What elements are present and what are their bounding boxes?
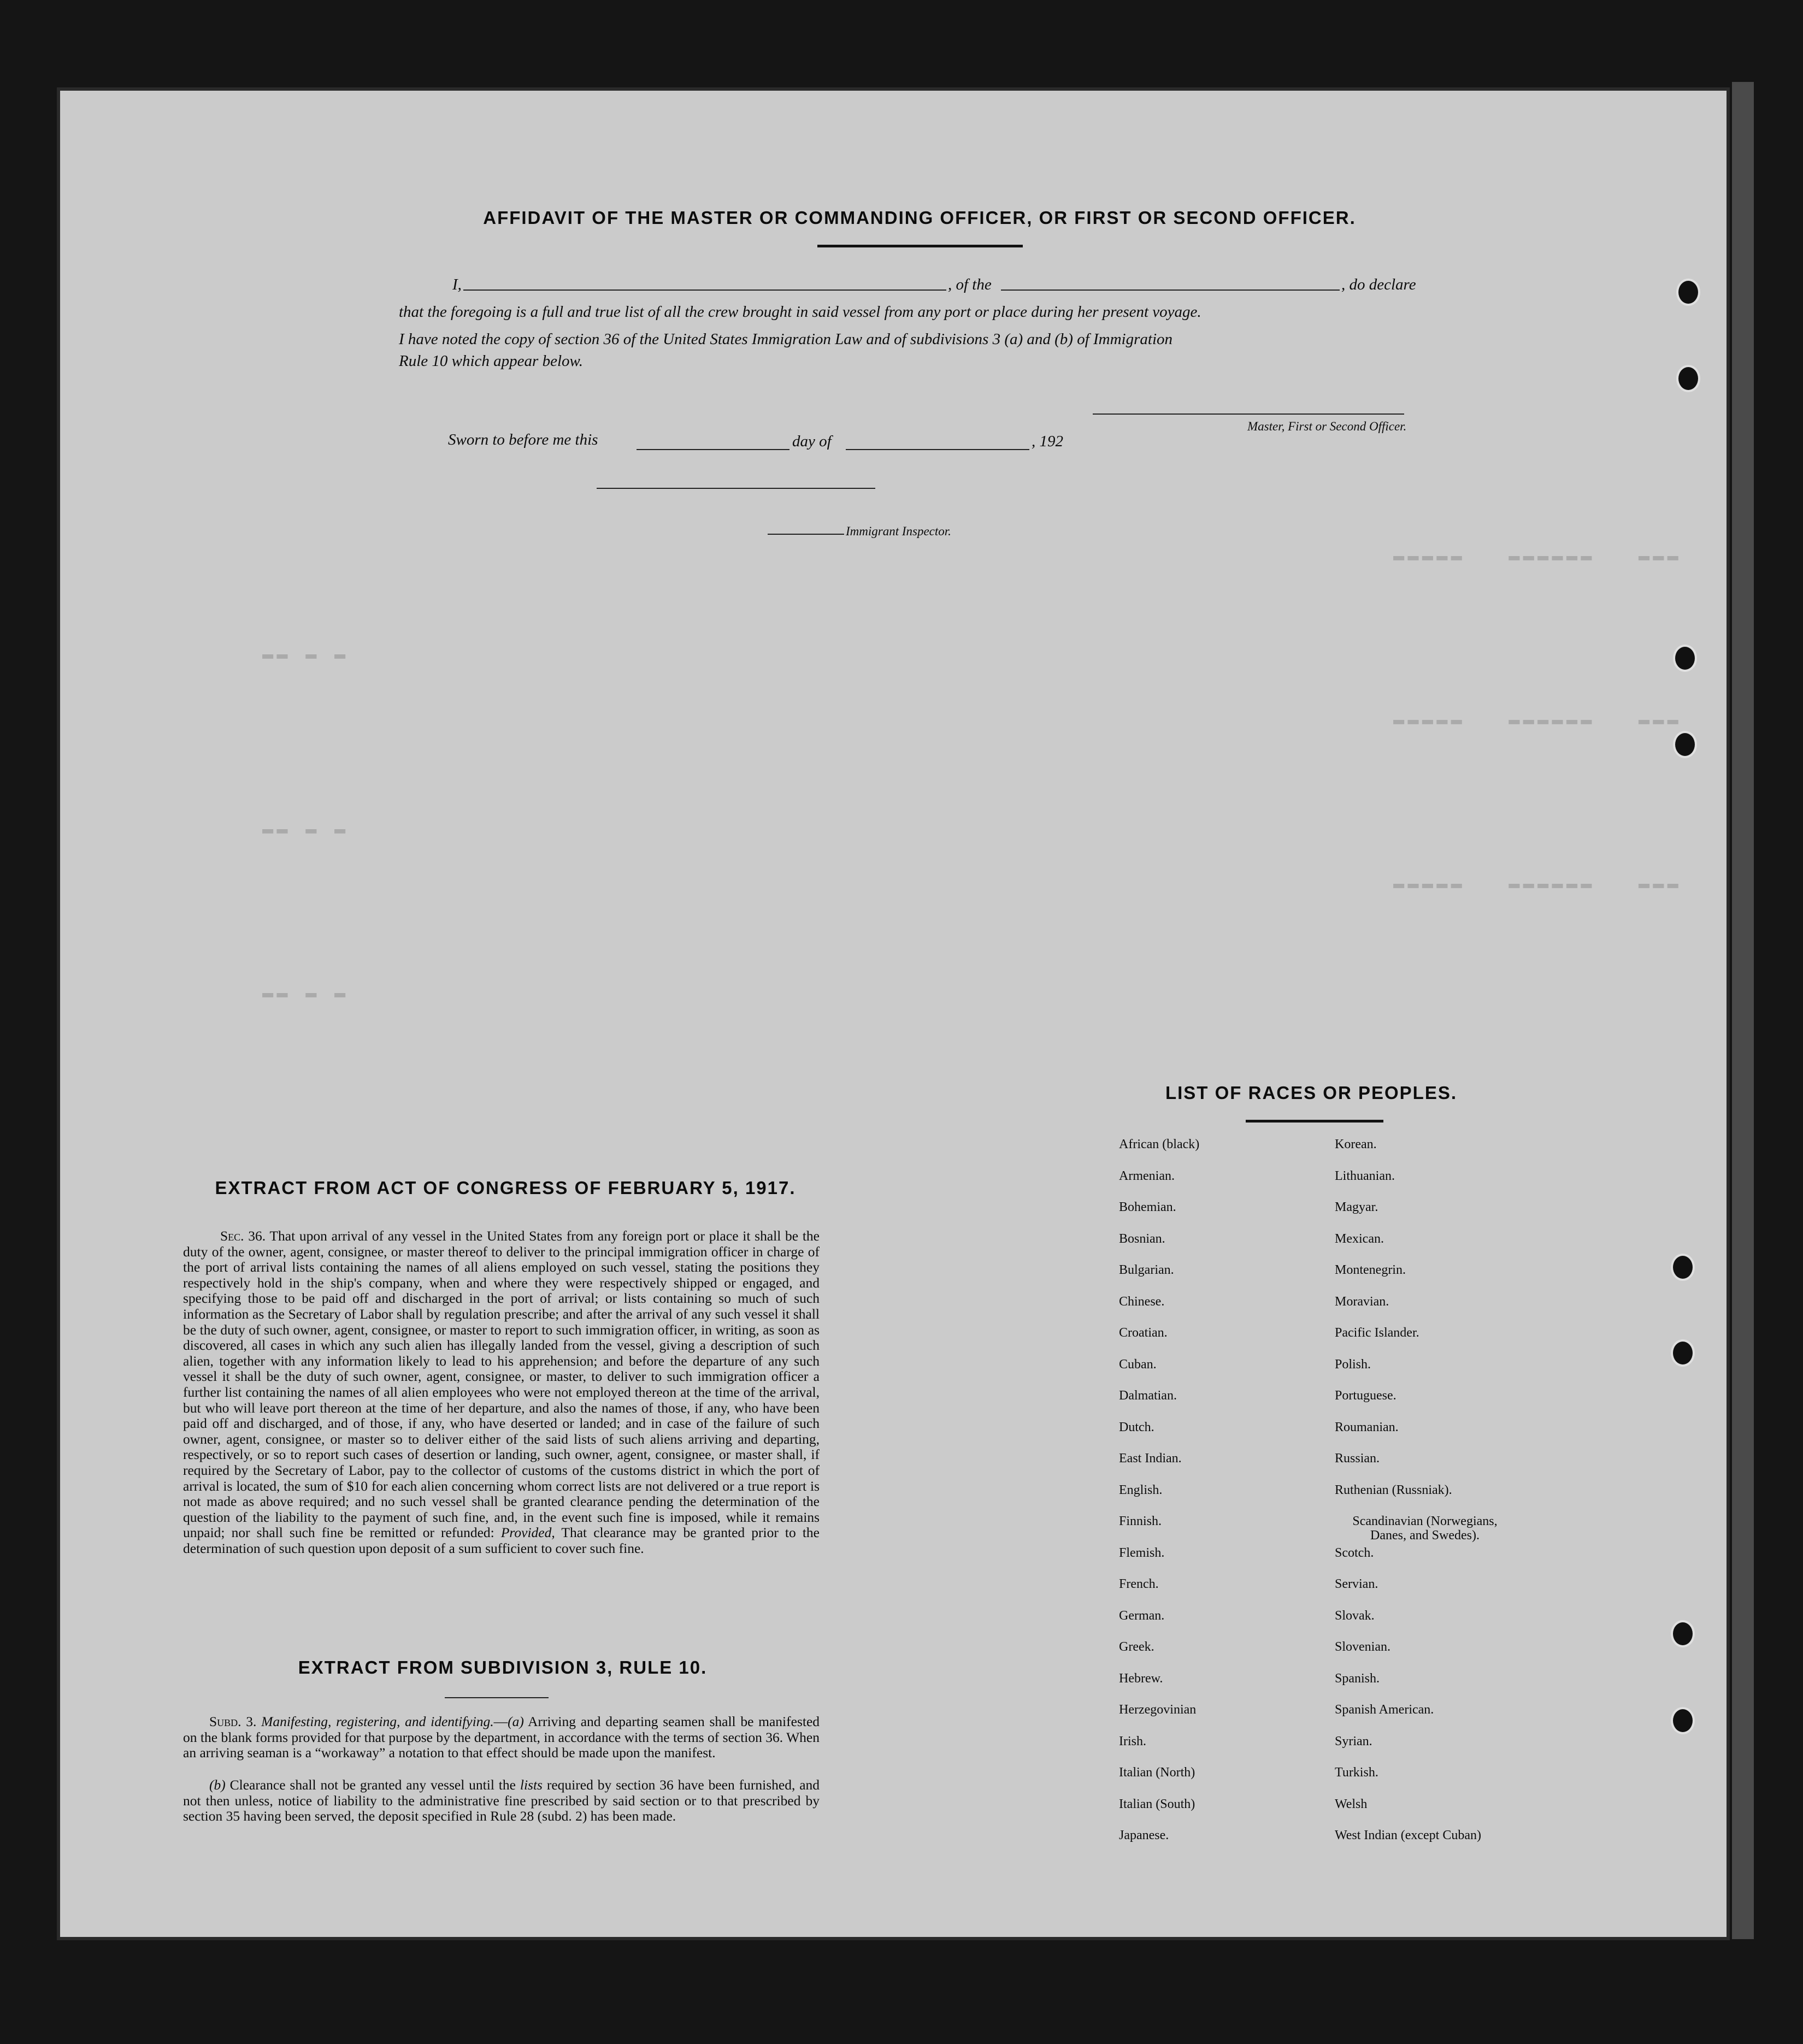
race-item: Polish. — [1335, 1357, 1371, 1372]
race-item: Spanish American. — [1335, 1703, 1434, 1717]
section-36-label: Sec. 36. — [220, 1228, 266, 1244]
race-item: Mexican. — [1335, 1231, 1384, 1246]
races-title: LIST OF RACES OR PEOPLES. — [1165, 1083, 1458, 1103]
bleed-through-row: ▬▬▬▬▬ ▬▬▬▬▬▬ ▬▬▬ — [1393, 874, 1682, 895]
race-item: Spanish. — [1335, 1671, 1380, 1686]
race-item: Italian (North) — [1119, 1765, 1195, 1780]
bleed-through-row: ▬▬ ▬ ▬ — [262, 645, 349, 665]
affidavit-line-3: I have noted the copy of section 36 of the United States Immigration Law and of subdivisions 3 (a) and (b) of Immigration — [399, 330, 1173, 348]
para-b-lists: lists — [520, 1777, 543, 1793]
punch-hole — [1673, 645, 1697, 672]
race-item: Dalmatian. — [1119, 1389, 1177, 1403]
para-b-text-2: required by section 36 have been furnished, and not then unless, notice of liability to the administrative fine prescribed by said section or to that prescribed by section 35 having been served, the deposit specified in Rule 28 (subd. 2) has been made. — [183, 1777, 820, 1824]
race-item: Flemish. — [1119, 1545, 1165, 1560]
subdivision-heading: Manifesting, registering, and identifying. — [261, 1714, 494, 1729]
race-item: Moravian. — [1335, 1294, 1389, 1309]
affidavit-i-label: I, — [452, 276, 462, 293]
race-item: Bosnian. — [1119, 1231, 1165, 1246]
race-item: Japanese. — [1119, 1828, 1169, 1842]
sworn-month-blank[interactable] — [846, 449, 1029, 450]
rule-extract-title: EXTRACT FROM SUBDIVISION 3, RULE 10. — [298, 1657, 708, 1677]
affidavit-title: AFFIDAVIT OF THE MASTER OR COMMANDING OFFICER, OR FIRST OR SECOND OFFICER. — [483, 208, 1356, 228]
race-item: West Indian (except Cuban) — [1335, 1828, 1481, 1842]
races-right-column — [1335, 1137, 1515, 1860]
subdivision-label: Subd. 3. — [209, 1714, 257, 1729]
race-item: Turkish. — [1335, 1765, 1378, 1780]
race-item: Syrian. — [1335, 1734, 1372, 1748]
race-item: Bulgarian. — [1119, 1263, 1174, 1277]
punch-hole — [1671, 1254, 1695, 1281]
punch-hole — [1676, 279, 1700, 306]
bleed-through-row: ▬▬ ▬ ▬ — [262, 819, 349, 840]
race-item: Finnish. — [1119, 1514, 1162, 1528]
affidavit-line-4: Rule 10 which appear below. — [399, 352, 583, 370]
race-item: German. — [1119, 1608, 1165, 1623]
affidavit-line-2: that the foregoing is a full and true list of all the crew brought in said vessel from any port or place during her present voyage. — [399, 303, 1201, 321]
subdivision-3-para-a: Subd. 3. Manifesting, registering, and identifying.—(a) Arriving and departing seamen shall be manifested on the blank forms provided for that purpose by the department, in accordance with the terms of section 36. When an arriving seaman is a “workaway” a notation to that effect should be made upon the manifest. — [183, 1714, 820, 1761]
race-item: Korean. — [1335, 1137, 1377, 1151]
para-b-text-1: Clearance shall not be granted any vessel until the — [229, 1777, 516, 1793]
para-b-mark: (b) — [209, 1777, 226, 1793]
vessel-blank[interactable] — [1001, 290, 1340, 291]
race-item: Scandinavian (Norwegians, Danes, and Swedes). — [1352, 1514, 1498, 1543]
race-item: East Indian. — [1119, 1451, 1182, 1466]
race-item: Cuban. — [1119, 1357, 1157, 1372]
race-item: Magyar. — [1335, 1200, 1378, 1214]
race-item: Italian (South) — [1119, 1797, 1195, 1811]
race-item: Servian. — [1335, 1577, 1378, 1591]
race-item: Slovenian. — [1335, 1640, 1390, 1654]
act-extract-title: EXTRACT FROM ACT OF CONGRESS OF FEBRUARY 5, 1917. — [215, 1178, 796, 1198]
affidavit-of-the: , of the — [948, 276, 992, 293]
race-item: Scotch. — [1335, 1545, 1374, 1560]
race-item: Lithuanian. — [1335, 1168, 1395, 1183]
races-left-column — [1119, 1137, 1316, 1860]
race-item: Roumanian. — [1335, 1420, 1399, 1434]
name-blank[interactable] — [463, 290, 946, 291]
para-a-mark: (a) — [508, 1714, 524, 1729]
race-item: Portuguese. — [1335, 1389, 1397, 1403]
race-item: Herzegovinian — [1119, 1703, 1197, 1717]
race-item: Armenian. — [1119, 1168, 1175, 1183]
punch-hole — [1676, 365, 1700, 392]
provided-word: Provided, — [500, 1525, 555, 1541]
rule-extract-rule — [445, 1697, 549, 1698]
sheet-edge — [1732, 82, 1754, 1939]
race-item: Slovak. — [1335, 1608, 1375, 1623]
race-item: Dutch. — [1119, 1420, 1154, 1434]
race-item: Russian. — [1335, 1451, 1380, 1466]
section-36-body: That upon arrival of any vessel in the United States from any foreign port or place it shall be the duty of the owner, agent, consignee, or master thereof to deliver to the principal immigration officer in charge of the port of arrival lists containing the names of all aliens employed on such vessel, stating the positions they respectively hold in the ship's company, when and where they were respectively shipped or engaged, and specifying those to be paid off and discharged in the port of arrival; or lists containing so much of such information as the Secretary of Labor shall by regulation prescribe; and after the arrival of any such vessel it shall be the duty of such owner, agent, consignee, or master to report to such immigration officer, in writing, as soon as discovered, all cases in which any such alien has illegally landed from the vessel, giving a description of such alien, together with any information likely to lead to his apprehension; and before the departure of any such vessel it shall be the duty of such owner, agent, consignee, or master, to deliver to such immigration officer a further list containing the names of all alien employees who were not employed thereon at the time of the arrival, but who will leave port thereon at the time of her departure, and also the names of those, if any, who have been paid off and discharged, and of those, if any, who have deserted or landed; and in case of the failure of such owner, agent, consignee, or master so to deliver either of the said lists of such aliens arriving and departing, respectively, or so to report such cases of desertion or landing, such owner, agent, consignee, or master shall, if required by the Secretary of Labor, pay to the collector of customs of the customs district in which the port of arrival is located, the sum of $10 for each alien concerning whom correct lists are not delivered or a true report is not made as above required; and no such vessel shall be granted clearance pending the determination of the question of the liability to the payment of such fine, and, in the event such fine is imposed, while it remains unpaid; nor shall such fine be remitted or refunded: — [183, 1228, 820, 1541]
bleed-through-row: ▬▬▬▬▬ ▬▬▬▬▬▬ ▬▬▬ — [1393, 546, 1682, 567]
affidavit-do-declare: , do declare — [1341, 276, 1416, 293]
race-item: English. — [1119, 1482, 1163, 1497]
sworn-label: Sworn to before me this — [448, 431, 598, 448]
race-item: Hebrew. — [1119, 1671, 1163, 1686]
races-title-rule — [1246, 1120, 1383, 1123]
punch-hole — [1671, 1620, 1695, 1647]
bleed-through-row: ▬▬ ▬ ▬ — [262, 983, 349, 1004]
race-item: Croatian. — [1119, 1326, 1168, 1340]
subdivision-3-para-b — [183, 1777, 820, 1824]
race-item: Montenegrin. — [1335, 1263, 1406, 1277]
race-item: French. — [1119, 1577, 1159, 1591]
punch-hole — [1671, 1339, 1695, 1367]
section-36-text — [183, 1228, 820, 1556]
race-item: Chinese. — [1119, 1294, 1165, 1309]
race-item: Irish. — [1119, 1734, 1146, 1748]
punch-hole — [1673, 731, 1697, 758]
inspector-signature-line[interactable] — [597, 488, 875, 489]
punch-hole — [1671, 1707, 1695, 1734]
master-signature-line[interactable] — [1093, 413, 1404, 415]
race-item: Welsh — [1335, 1797, 1368, 1811]
section-36-end: That clearance may be granted prior to the determination of such question upon deposit of a sum sufficient to cover such fine. — [183, 1525, 820, 1556]
para-a-text: Arriving and departing seamen shall be manifested on the blank forms provided for that purpose by the department, in accordance with the terms of section 36. When an arriving seaman is a “workaway” a notation to that effect should be made upon the manifest. — [183, 1714, 820, 1761]
bleed-through-row: ▬▬▬▬▬ ▬▬▬▬▬▬ ▬▬▬ — [1393, 710, 1682, 731]
master-signature-caption: Master, First or Second Officer. — [1247, 420, 1407, 433]
affidavit-title-rule — [817, 245, 1023, 247]
inspector-short-line — [768, 534, 844, 535]
sworn-day-blank[interactable] — [637, 449, 789, 450]
race-item: African (black) — [1119, 1137, 1200, 1151]
race-item: Pacific Islander. — [1335, 1326, 1419, 1340]
race-item: Greek. — [1119, 1640, 1154, 1654]
day-of-label: day of — [792, 433, 832, 450]
race-item: Bohemian. — [1119, 1200, 1176, 1214]
inspector-caption: Immigrant Inspector. — [846, 524, 951, 538]
year-label: , 192 — [1032, 433, 1063, 450]
race-item: Ruthenian (Russniak). — [1335, 1482, 1452, 1497]
